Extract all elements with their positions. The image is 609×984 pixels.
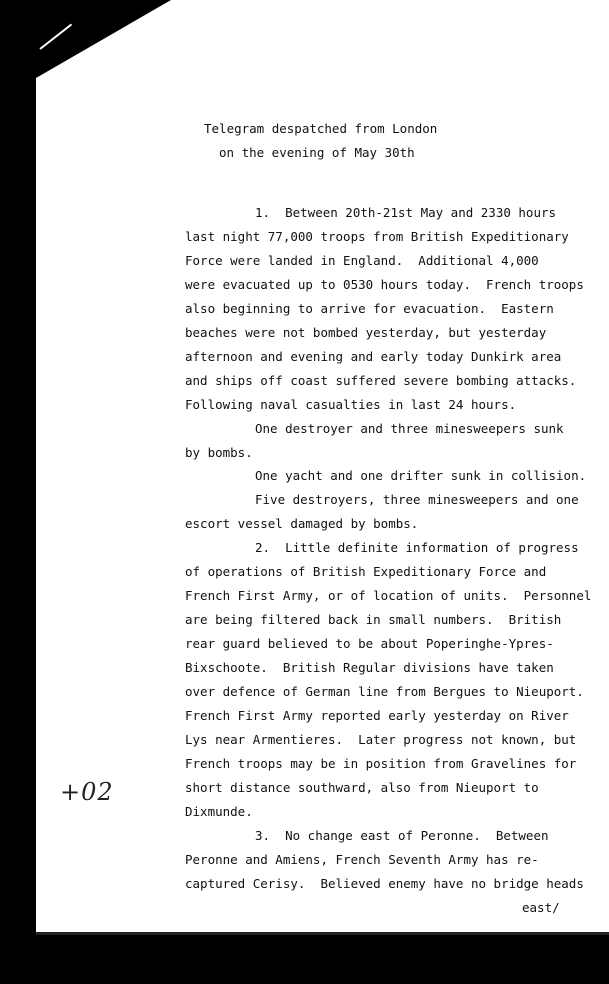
telegram-heading-line1: Telegram despatched from London: [204, 121, 438, 136]
body-line: French First Army reported early yesterday on River: [185, 707, 569, 723]
body-line: French First Army, or of location of units. Personnel: [185, 588, 592, 604]
body-line: Peronne and Amiens, French Seventh Army has re-: [185, 851, 539, 867]
body-line: were evacuated up to 0530 hours today. French troops: [185, 276, 584, 292]
body-line: last night 77,000 troops from British Expeditionary: [185, 228, 569, 244]
body-line: afternoon and evening and early today Dunkirk area: [185, 348, 562, 364]
body-line: One destroyer and three minesweepers sunk: [255, 420, 564, 436]
body-line: 3. No change east of Peronne. Between: [255, 827, 549, 843]
body-line: are being filtered back in small numbers. British: [185, 612, 562, 628]
body-line: over defence of German line from Bergues to Nieuport.: [185, 684, 584, 699]
body-line: 2. Little definite information of progress: [255, 540, 579, 556]
body-line: beaches were not bombed yesterday, but yesterday: [185, 324, 547, 340]
body-line: 1. Between 20th-21st May and 2330 hours: [255, 205, 557, 220]
handwritten-margin-annotation: +02: [60, 778, 114, 806]
body-line: Bixschoote. British Regular divisions have taken: [185, 660, 554, 676]
body-line: Force were landed in England. Additional 4,000: [185, 252, 539, 268]
catchword: east/: [522, 900, 560, 915]
body-line: Following naval casualties in last 24 hours.: [185, 396, 517, 412]
body-line: by bombs.: [185, 444, 253, 460]
body-line: Dixmunde.: [185, 803, 253, 819]
page-fold-edge: [39, 24, 72, 50]
body-line: of operations of British Expeditionary Force and: [185, 564, 547, 580]
body-line: captured Cerisy. Believed enemy have no bridge heads: [185, 875, 584, 891]
body-line: escort vessel damaged by bombs.: [185, 516, 419, 532]
telegram-heading-line2: on the evening of May 30th: [219, 145, 415, 160]
page-bottom-edge: [36, 932, 609, 935]
body-line: rear guard believed to be about Poperinghe-Ypres-: [185, 636, 554, 652]
body-line: short distance southward, also from Nieuport to: [185, 779, 539, 795]
body-line: also beginning to arrive for evacuation. Eastern: [185, 300, 554, 316]
body-line: Five destroyers, three minesweepers and one: [255, 492, 579, 508]
body-line: One yacht and one drifter sunk in collision.: [255, 468, 587, 484]
body-line: Lys near Armentieres. Later progress not known, but: [185, 731, 577, 747]
body-line: and ships off coast suffered severe bombing attacks.: [185, 372, 577, 388]
body-line: French troops may be in position from Gravelines for: [185, 755, 577, 771]
